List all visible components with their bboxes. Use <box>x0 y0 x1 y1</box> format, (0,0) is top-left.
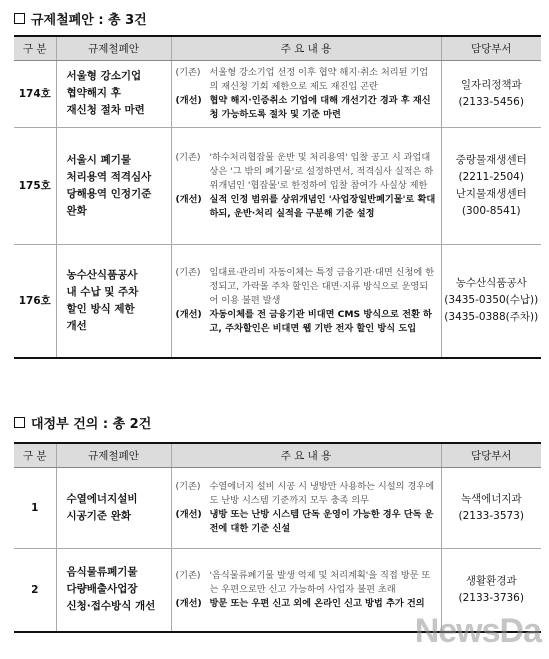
row-content: (기존) 임대료·관리비 자동이체는 특정 금융기관·대면 신청에 한정되고, 가락몰 주차 할인은 대면·지류 방식으로 운영되어 이용 불편 발생 (개선) 자동이체를 전 금융기관 비대면 CMS 방식으로 전환 하고, 주차할인은 비대면 웹 기반 전자 할인 방식 도입 <box>171 244 441 358</box>
row-content: (기존) '하수처리협잡물 운반 및 처리용역' 입찰 공고 시 과업대상은 '그 밖의 폐기물'로 설정하면서, 적격심사 실적은 하위개념인 '협잡물'로 한정하여 입찰 참여가 사실상 제한 (개선) 실적 인정 범위를 상위개념인 '사업장일반폐기물'로 확대하되, 운반·처리 실적을 구분해 기준 설정 <box>171 127 441 244</box>
regulation-table <box>14 35 541 359</box>
table-header-row <box>14 36 541 60</box>
row-dept: 농수산식품공사 (3435-0350(수납)) (3435-0388(주차)) <box>441 244 541 358</box>
table-row <box>14 127 541 244</box>
header-content: 주 요 내 용 <box>171 443 441 467</box>
government-proposal-table <box>14 442 541 633</box>
checkbox-square-icon <box>14 417 25 428</box>
newsda-watermark-logo: NewsDa <box>414 612 541 650</box>
table-header-row <box>14 443 541 467</box>
header-item: 규제철폐안 <box>56 36 171 60</box>
section-title-regulation <box>14 9 147 28</box>
row-dept: 중랑물재생센터 (2211-2504) 난지물재생센터 (300-8541) <box>441 127 541 244</box>
row-content: (기존) '음식물류폐기물 발생 억제 및 처리계획'을 직접 방문 또는 우편으로만 신고 가능하여 사업자 불편 초래 (개선) 방문 또는 우편 신고 외에 온라인 신고 방법 추가 건의 <box>171 548 441 632</box>
section-title-text: 규제철폐안 : 총 3건 <box>31 13 147 28</box>
row-item: 수열에너지설비 시공기준 완화 <box>56 467 171 548</box>
row-item: 농수산식품공사 내 수납 및 주차 할인 방식 제한 개선 <box>56 244 171 358</box>
section-title-text: 대정부 건의 : 총 2건 <box>31 417 152 432</box>
header-no: 구 분 <box>14 443 56 467</box>
table-row <box>14 60 541 127</box>
row-item: 서울시 폐기물 처리용역 적격심사 당해용역 인정기준 완화 <box>56 127 171 244</box>
row-dept: 생활환경과 (2133-3736) <box>441 548 541 632</box>
row-dept: 녹색에너지과 (2133-3573) <box>441 467 541 548</box>
checkbox-square-icon <box>14 13 25 24</box>
row-number: 2 <box>14 548 56 632</box>
row-number: 176호 <box>14 244 56 358</box>
header-dept: 담당부서 <box>441 36 541 60</box>
row-content: (기존) 서울형 강소기업 선정 이후 협약 해지·취소 처리된 기업의 재신청 기회 제한으로 제도 재진입 곤란 (개선) 협약 해지·인증취소 기업에 대해 개선기간 경과 후 재신청 가능하도록 절차 및 기준 마련 <box>171 60 441 127</box>
row-content: (기존) 수열에너지 설비 시공 시 냉방만 사용하는 시설의 경우에도 난방 시스템 기준까지 모두 충족 의무 (개선) 냉방 또는 난방 시스템 단독 운영이 가능한 경우 단독 운전에 대한 기준 신설 <box>171 467 441 548</box>
header-dept: 담당부서 <box>441 443 541 467</box>
table-row <box>14 467 541 548</box>
section-title-government-proposal <box>14 413 151 432</box>
header-no: 구 분 <box>14 36 56 60</box>
header-item: 규제철폐안 <box>56 443 171 467</box>
row-number: 174호 <box>14 60 56 127</box>
header-content: 주 요 내 용 <box>171 36 441 60</box>
row-item: 음식물류폐기물 다량배출사업장 신청·접수방식 개선 <box>56 548 171 632</box>
row-number: 1 <box>14 467 56 548</box>
row-number: 175호 <box>14 127 56 244</box>
row-item: 서울형 강소기업 협약해지 후 재신청 절차 마련 <box>56 60 171 127</box>
table-row <box>14 244 541 358</box>
row-dept: 일자리정책과 (2133-5456) <box>441 60 541 127</box>
